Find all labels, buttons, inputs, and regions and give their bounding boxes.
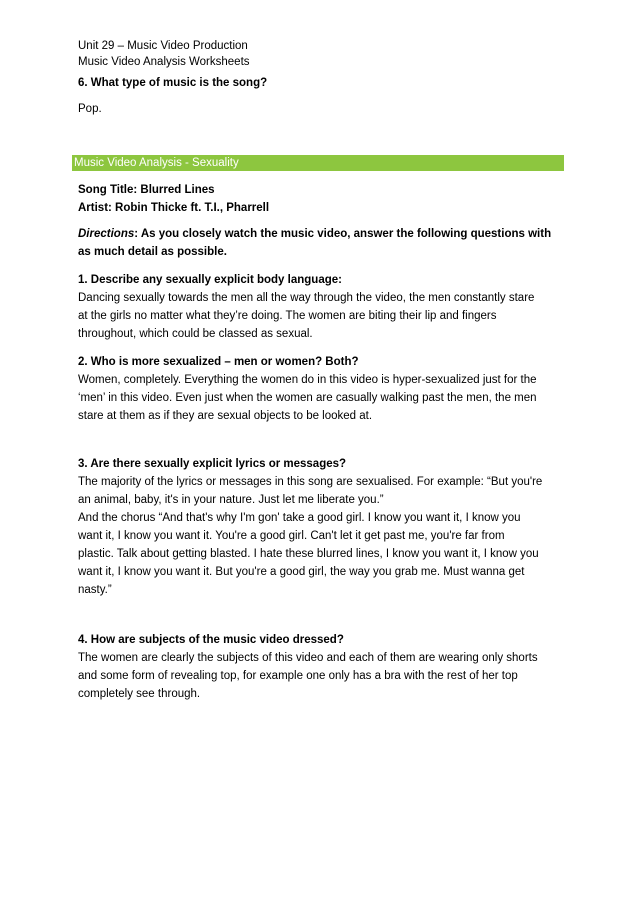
song-title: Song Title: Blurred Lines bbox=[78, 184, 215, 196]
answer-1-line: throughout, which could be classed as sexual. bbox=[78, 328, 313, 340]
question-2: 2. Who is more sexualized – men or women? Both? bbox=[78, 356, 359, 368]
answer-6: Pop. bbox=[78, 103, 102, 115]
answer-3-line: The majority of the lyrics or messages in this song are sexualised. For example: “But you're bbox=[78, 476, 543, 488]
answer-3-line: nasty.” bbox=[78, 584, 112, 596]
answer-3-line: And the chorus “And that's why I'm gon' take a good girl. I know you want it, I know you bbox=[78, 512, 521, 524]
answer-2-line: stare at them as if they are sexual objects to be looked at. bbox=[78, 410, 373, 422]
answer-4-line: completely see through. bbox=[78, 688, 201, 700]
worksheet-page bbox=[74, 38, 568, 703]
answer-3-line: want it, I know you want it. You're a good girl. Can't let it get past me, you're far from bbox=[78, 530, 505, 542]
header-unit-title: Unit 29 – Music Video Production bbox=[78, 40, 248, 52]
directions-label: Directions bbox=[78, 228, 135, 240]
song-artist: Artist: Robin Thicke ft. T.I., Pharrell bbox=[78, 202, 270, 214]
directions-text-2: as much detail as possible. bbox=[78, 246, 227, 258]
answer-3-line: want it, I know you want it. But you're a good girl, the way you grab me. Must wanna get bbox=[78, 566, 525, 578]
section-banner: Music Video Analysis - Sexuality bbox=[72, 155, 564, 171]
directions-text-1: : As you closely watch the music video, answer the following questions with bbox=[134, 228, 552, 240]
answer-4-line: and some form of revealing top, for example one only has a bra with the rest of her top bbox=[78, 670, 518, 682]
question-3: 3. Are there sexually explicit lyrics or messages? bbox=[78, 458, 347, 470]
answer-4-line: The women are clearly the subjects of this video and each of them are wearing only shorts bbox=[78, 652, 538, 664]
answer-2-line: ‘men’ in this video. Even just when the women are casually walking past the men, the men bbox=[78, 392, 537, 404]
header-worksheet-title: Music Video Analysis Worksheets bbox=[78, 56, 250, 68]
answer-1-line: Dancing sexually towards the men all the way through the video, the men constantly stare bbox=[78, 292, 535, 304]
answer-1-line: at the girls no matter what they’re doing. The women are biting their lip and fingers bbox=[78, 310, 497, 322]
answer-3-line: plastic. Talk about getting blasted. I hate these blurred lines, I know you want it, I know you bbox=[78, 548, 539, 560]
answer-3-line: an animal, baby, it's in your nature. Just let me liberate you.” bbox=[78, 494, 384, 506]
answer-2-line: Women, completely. Everything the women do in this video is hyper-sexualized just for the bbox=[78, 374, 537, 386]
question-1: 1. Describe any sexually explicit body language: bbox=[78, 274, 342, 286]
question-6: 6. What type of music is the song? bbox=[78, 77, 268, 89]
directions bbox=[78, 225, 568, 243]
question-4: 4. How are subjects of the music video dressed? bbox=[78, 634, 344, 646]
